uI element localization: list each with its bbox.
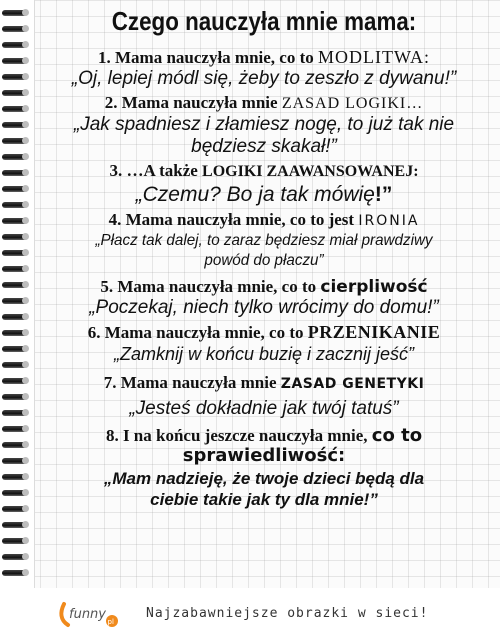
note-content [44,0,484,510]
logo-text: funny [69,607,106,622]
page-title: Czego nauczyła mnie mama: [111,6,417,36]
spiral-hole [22,409,29,416]
spiral-hole [22,105,29,112]
spiral-hole [22,393,29,400]
spiral-hole [22,233,29,240]
spiral-hole [22,569,29,576]
item-8-keyword-line [44,446,484,466]
spiral-hole [22,457,29,464]
spiral-hole [22,361,29,368]
spiral-hole [22,121,29,128]
spiral-hole [22,217,29,224]
footer-slogan: Najzabawniejsze obrazki w sieci! [146,606,429,621]
spiral-hole [22,281,29,288]
spiral-hole [22,9,29,16]
spiral-hole [22,89,29,96]
item-3-keyword: LOGIKI ZAAWANSOWANEJ: [202,163,419,180]
item-7-keyword: ZASAD GENETYKI [280,376,425,392]
item-3-heading: 3. …A także LOGIKI ZAAWANSOWANEJ: [109,161,419,180]
spiral-binding [0,0,35,588]
spiral-hole [22,553,29,560]
item-4-heading: 4. Mama nauczyła mnie, co to jest IRONIA [108,210,420,229]
spiral-hole [22,169,29,176]
spiral-hole [22,153,29,160]
item-2-quote: „Jak spadniesz i złamiesz nogę, to już tak nie będziesz skakał!” [73,114,455,157]
spiral-hole [22,345,29,352]
spiral-hole [22,265,29,272]
item-2-heading: 2. Mama nauczyła mnie ZASAD LOGIKI… [104,93,424,112]
spiral-hole [22,313,29,320]
spiral-hole [22,25,29,32]
spiral-hole [22,377,29,384]
spiral-hole [22,297,29,304]
item-1-quote: „Oj, lepiej módl się, żeby to zeszło z dywanu!” [71,68,457,89]
item-7-quote: „Jesteś dokładnie jak twój tatuś” [129,398,399,419]
item-8-heading: 8. I na końcu jeszcze nauczyła mnie, co to [105,425,423,446]
item-1-heading: 1. Mama nauczyła mnie, co to MODLITWA: [97,47,430,67]
spiral-hole [22,537,29,544]
logo-swoosh-icon [61,604,68,625]
spiral-hole [22,489,29,496]
item-4-keyword: IRONIA [358,213,420,229]
item-8-keyword-b: sprawiedliwość: [182,445,346,466]
spiral-hole [22,441,29,448]
item-6-keyword: PRZENIKANIE [307,322,441,342]
item-6-heading: 6. Mama nauczyła mnie, co to PRZENIKANIE [87,322,441,342]
logo-suffix: pl [107,618,114,626]
spiral-hole [22,137,29,144]
item-7-heading: 7. Mama nauczyła mnie ZASAD GENETYKI [103,373,425,392]
spiral-hole [22,425,29,432]
item-2-keyword: ZASAD LOGIKI… [281,95,424,112]
spiral-hole [22,73,29,80]
spiral-hole [22,201,29,208]
spiral-hole [22,473,29,480]
item-6-quote: „Zamknij w końcu buzię i zacznij jeść” [113,344,415,364]
spiral-hole [22,57,29,64]
spiral-hole [22,505,29,512]
spiral-hole [22,329,29,336]
spiral-hole [22,41,29,48]
item-4-quote: „Płacz tak dalej, to zaraz będziesz miał prawdziwy powód do płaczu” [95,232,433,269]
item-5-heading: 5. Mama nauczyła mnie, co to cierpliwość [100,277,428,297]
item-5-keyword: cierpliwość [320,277,428,297]
funny-logo[interactable] [58,598,128,630]
spiral-hole [22,185,29,192]
spiral-hole [22,521,29,528]
item-8-quote: „Mam nadzieję, że twoje dzieci będą dla ciebie takie jak ty dla mnie!” [103,469,425,509]
item-5-quote: „Poczekaj, niech tylko wrócimy do domu!” [89,297,439,318]
item-3-quote: „Czemu? Bo ja tak mówię!” [135,183,393,206]
item-8-keyword-a: co to [371,425,423,446]
item-1-keyword: MODLITWA: [318,47,430,67]
spiral-hole [22,249,29,256]
